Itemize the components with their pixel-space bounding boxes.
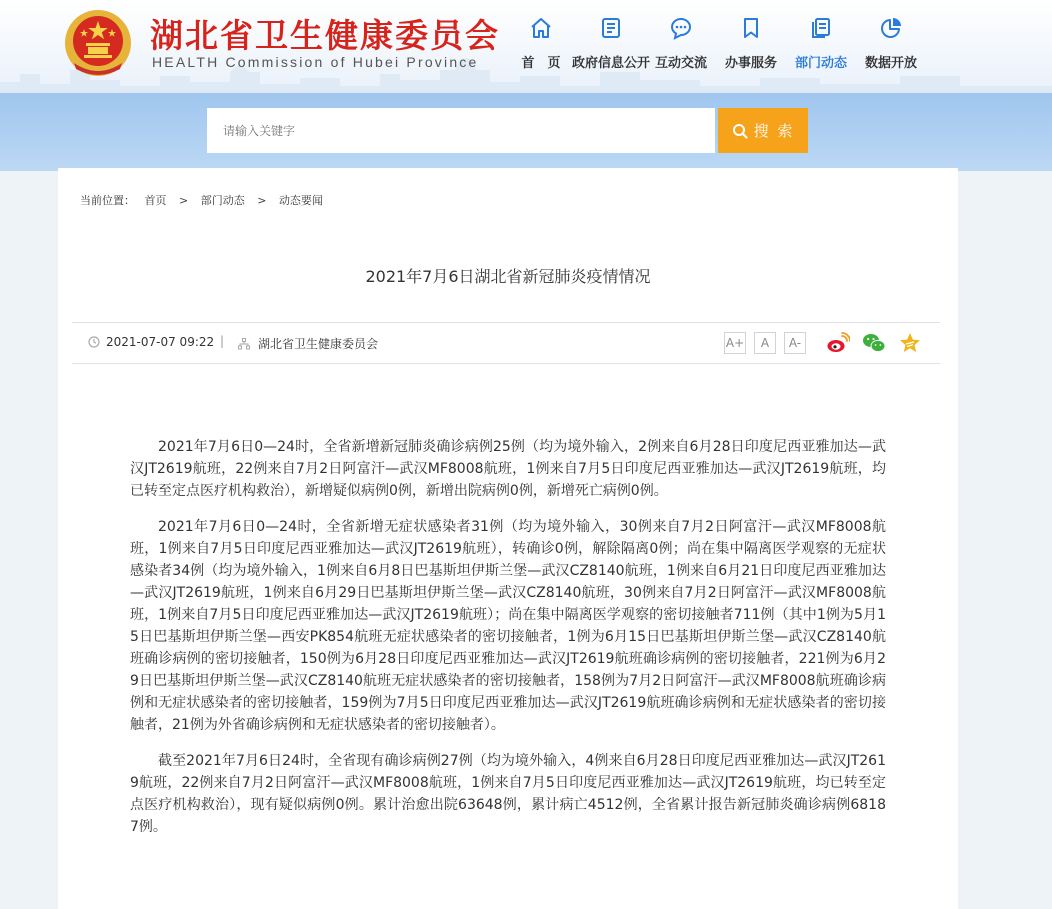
nav-label: 互动交流 — [654, 56, 707, 71]
nav-label: 部门动态 — [794, 56, 847, 71]
article-paragraph: 2021年7月6日0—24时，全省新增无症状感染者31例（均为境外输入，30例来自7月2日阿富汗—武汉MF8008航班，1例来自7月5日印度尼西亚雅加达—武汉JT2619航班），转确诊0例，解除隔离0例；尚在集中隔离医学观察的无症状感染者34例（均为境外输入，1例来自6月8日巴基斯坦伊斯兰堡—武汉CZ8140航班，1例来自6月21日印度尼西亚雅加达—武汉JT2619航班，1例来自6月29日巴基斯坦伊斯兰堡—武汉CZ8140航班，30例来自7月2日阿富汗—武汉MF8008航班，1例来自7月5日印度尼西亚雅加达—武汉JT2619航班）；尚在集中隔离医学观察的密切接触者711例（其中1例为5月15日巴基斯坦伊斯兰堡—西安PK854航班无症状感染者的密切接触者，1例为6月15日巴基斯坦伊斯兰堡—武汉CZ8140航班确诊病例的密切接触者，150例为6月28日印度尼西亚雅加达—武汉JT2619航班确诊病例的密切接触者，221例为6月29日巴基斯坦伊斯兰堡—武汉CZ8140航班无症状感染者的密切接触者，158例为7月2日阿富汗—武汉MF8008航班确诊病例和无症状感染者的密切接触者，159例为7月5日印度尼西亚雅加达—武汉JT2619航班确诊病例和无症状感染者的密切接触者，21例为外省确诊病例和无症状感染者的密切接触者）。 — [130, 519, 886, 733]
breadcrumb-prefix: 当前位置： — [80, 194, 135, 207]
breadcrumb-news-link[interactable]: 动态要闻 — [278, 194, 323, 207]
publish-date-text: 2021-07-07 09:22 — [106, 335, 215, 349]
nav-item-services[interactable] — [716, 0, 786, 93]
nav-item-interaction[interactable] — [646, 0, 716, 93]
font-size-increase-button[interactable]: A+ — [724, 332, 746, 354]
site-header — [0, 0, 1052, 93]
font-size-default-button[interactable]: A — [754, 332, 776, 354]
weibo-icon[interactable] — [826, 331, 850, 355]
search-button[interactable] — [718, 108, 808, 153]
favorite-icon[interactable] — [898, 331, 922, 355]
site-subtitle: HEALTH Commission of Hubei Province — [152, 54, 479, 70]
clock-icon — [88, 336, 100, 348]
nav-item-home[interactable] — [506, 0, 576, 93]
article-body — [130, 436, 886, 852]
article-meta-bar — [72, 322, 940, 364]
bookmark-icon — [739, 16, 763, 40]
breadcrumb — [80, 192, 323, 208]
home-icon — [529, 16, 553, 40]
nav-item-gov-info[interactable] — [572, 0, 651, 93]
org-chart-icon — [238, 338, 250, 350]
content-panel — [58, 168, 958, 909]
meta-divider: | — [220, 334, 225, 348]
document-icon — [599, 16, 623, 40]
publish-date — [88, 335, 214, 349]
pie-chart-icon — [879, 16, 903, 40]
article-title: 2021年7月6日湖北省新冠肺炎疫情情况 — [365, 267, 651, 286]
search-icon — [732, 123, 748, 139]
breadcrumb-dept-news-link[interactable]: 部门动态 — [200, 194, 245, 207]
nav-label: 数据开放 — [864, 56, 917, 71]
breadcrumb-home-link[interactable]: 首页 — [144, 194, 167, 207]
search-button-label: 搜 索 — [753, 122, 795, 140]
article-source — [238, 335, 378, 352]
article-paragraph: 截至2021年7月6日24时，全省现有确诊病例27例（均为境外输入，4例来自6月28日印度尼西亚雅加达—武汉JT2619航班，22例来自7月2日阿富汗—武汉MF8008航班，1例来自7月5日印度尼西亚雅加达—武汉JT2619航班，均已转至定点医疗机构救治），现有疑似病例0例。累计治愈出院63648例，累计病亡4512例，全省累计报告新冠肺炎确诊病例68187例。 — [130, 753, 886, 835]
font-size-decrease-button[interactable]: A- — [784, 332, 806, 354]
article-source-text: 湖北省卫生健康委员会 — [258, 337, 379, 351]
article-paragraph: 2021年7月6日0—24时，全省新增新冠肺炎确诊病例25例（均为境外输入，2例来自6月28日印度尼西亚雅加达—武汉JT2619航班，22例来自7月2日阿富汗—武汉MF8008航班，1例来自7月5日印度尼西亚雅加达—武汉JT2619航班，均已转至定点医疗机构救治），新增疑似病例0例，新增出院病例0例，新增死亡病例0例。 — [130, 439, 886, 499]
breadcrumb-separator-icon: > — [179, 194, 189, 207]
wechat-icon[interactable] — [862, 331, 886, 355]
nav-label: 办事服务 — [724, 56, 777, 71]
national-emblem-logo — [62, 7, 134, 79]
chat-icon — [669, 16, 693, 40]
nav-item-dept-news[interactable] — [786, 0, 856, 93]
pages-icon — [809, 16, 833, 40]
site-title: 湖北省卫生健康委员会 — [150, 16, 500, 55]
nav-label: 首 页 — [521, 56, 561, 71]
main-nav — [506, 0, 926, 93]
search-input[interactable] — [207, 108, 715, 153]
breadcrumb-separator-icon: > — [257, 194, 267, 207]
nav-item-open-data[interactable] — [856, 0, 926, 93]
nav-label: 政府信息公开 — [572, 56, 651, 71]
